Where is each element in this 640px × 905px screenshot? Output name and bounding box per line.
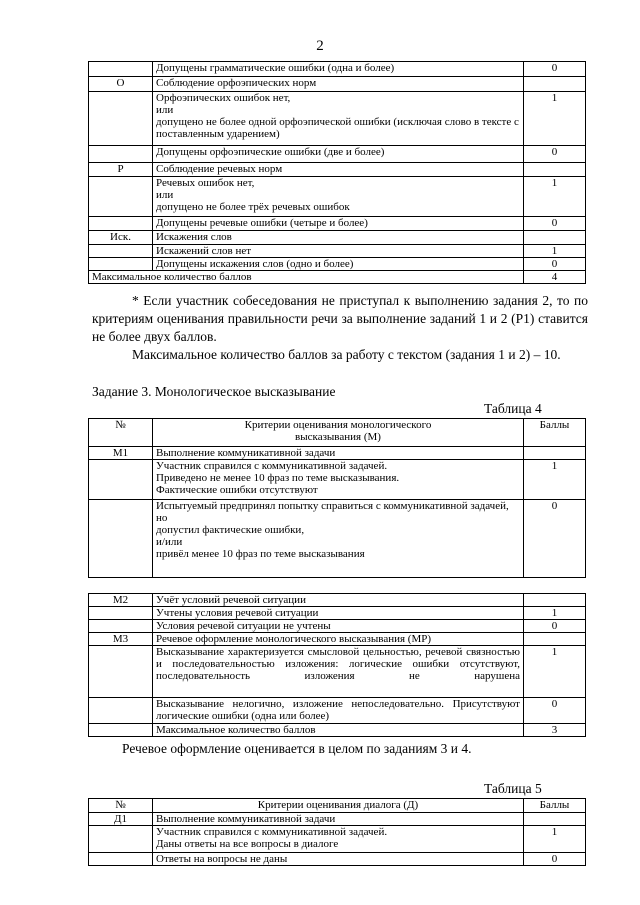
table-4 [88, 418, 586, 578]
criterion-code [89, 724, 153, 737]
table-row [89, 447, 586, 460]
criterion-code [89, 646, 153, 698]
table-row [89, 633, 586, 646]
criterion-code [89, 217, 153, 231]
table-4-continued [88, 593, 586, 737]
criterion-score [524, 594, 586, 607]
criterion-text: Орфоэпических ошибок нет, или допущено не более одной орфоэпической ошибки (исключая слово в тексте с поставленным ударением) [153, 92, 524, 146]
table-row [89, 146, 586, 163]
criterion-code [89, 460, 153, 500]
criterion-score: 0 [524, 258, 586, 271]
table-header-row [89, 799, 586, 813]
criterion-score: 0 [524, 500, 586, 578]
table-row [89, 594, 586, 607]
total-label: Максимальное количество баллов [153, 724, 524, 737]
criterion-score: 1 [524, 92, 586, 146]
criterion-code [89, 620, 153, 633]
total-score: 3 [524, 724, 586, 737]
table-row [89, 853, 586, 866]
criterion-code [89, 146, 153, 163]
total-score: 4 [524, 271, 586, 284]
criterion-score [524, 447, 586, 460]
criterion-text: Соблюдение речевых норм [153, 163, 524, 177]
criterion-text: Участник справился с коммуникативной задачей. Даны ответы на все вопросы в диалоге [153, 826, 524, 853]
criterion-score: 1 [524, 826, 586, 853]
criterion-text: Допущены орфоэпические ошибки (две и более) [153, 146, 524, 163]
criterion-text: Условия речевой ситуации не учтены [153, 620, 524, 633]
table-top [88, 61, 586, 284]
criterion-text: Выполнение коммуникативной задачи [153, 813, 524, 826]
criterion-code [89, 853, 153, 866]
table-row [89, 163, 586, 177]
table-row [89, 813, 586, 826]
criterion-text: Высказывание нелогично, изложение непоследовательно. Присутствуют логические ошибки (одна или более) [153, 698, 524, 724]
criterion-code [89, 500, 153, 578]
criterion-text: Испытуемый предпринял попытку справиться с коммуникативной задачей, но допустил фактические ошибки, и/или привёл менее 10 фраз по теме высказывания [153, 500, 524, 578]
table-row [89, 231, 586, 245]
criterion-score [524, 813, 586, 826]
table-row [89, 77, 586, 92]
criterion-score: 1 [524, 177, 586, 217]
criterion-score: 0 [524, 853, 586, 866]
header-points: Баллы [524, 799, 586, 813]
criterion-score: 1 [524, 460, 586, 500]
criterion-score: 1 [524, 245, 586, 258]
header-number: № [89, 419, 153, 447]
task3-title: Задание 3. Монологическое высказывание [92, 384, 336, 399]
table4-caption: Таблица 4 [484, 401, 542, 416]
table-row [89, 460, 586, 500]
criterion-code: Р [89, 163, 153, 177]
criterion-text: Допущены искажения слов (одно и более) [153, 258, 524, 271]
criterion-score [524, 231, 586, 245]
criterion-score: 0 [524, 217, 586, 231]
criterion-code: Д1 [89, 813, 153, 826]
table-row [89, 826, 586, 853]
criterion-code [89, 826, 153, 853]
criterion-text: Учёт условий речевой ситуации [153, 594, 524, 607]
table-header-row [89, 419, 586, 447]
criterion-code: Иск. [89, 231, 153, 245]
criterion-code [89, 62, 153, 77]
criterion-score: 1 [524, 607, 586, 620]
table-row [89, 245, 586, 258]
table5-caption: Таблица 5 [484, 781, 542, 796]
criterion-text: Соблюдение орфоэпических норм [153, 77, 524, 92]
criterion-code [89, 607, 153, 620]
total-row [89, 724, 586, 737]
criterion-text: Высказывание характеризуется смысловой цельностью, речевой связностью и последовательностью изложения: логические ошибки отсутствуют, последовательность изложения не нарушена [153, 646, 524, 698]
table-row [89, 607, 586, 620]
header-criteria: Критерии оценивания диалога (Д) [153, 799, 524, 813]
criterion-code: О [89, 77, 153, 92]
header-criteria: Критерии оценивания монологического высказывания (М) [153, 419, 524, 447]
criterion-code [89, 698, 153, 724]
criterion-score: 0 [524, 698, 586, 724]
criterion-score [524, 77, 586, 92]
table-row [89, 92, 586, 146]
table-row [89, 217, 586, 231]
criterion-text: Речевых ошибок нет, или допущено не более трёх речевых ошибок [153, 177, 524, 217]
page-number: 2 [316, 38, 324, 54]
criterion-code [89, 245, 153, 258]
criterion-text: Искажения слов [153, 231, 524, 245]
speech-note: Речевое оформление оценивается в целом по заданиям 3 и 4. [122, 741, 472, 756]
criterion-code: М2 [89, 594, 153, 607]
criterion-text: Выполнение коммуникативной задачи [153, 447, 524, 460]
criterion-text: Искажений слов нет [153, 245, 524, 258]
criterion-score [524, 633, 586, 646]
criterion-score: 1 [524, 646, 586, 698]
table-row [89, 620, 586, 633]
criterion-score: 0 [524, 620, 586, 633]
criterion-code [89, 258, 153, 271]
header-points: Баллы [524, 419, 586, 447]
criterion-text: Учтены условия речевой ситуации [153, 607, 524, 620]
table-row [89, 646, 586, 698]
criterion-score: 0 [524, 62, 586, 77]
criterion-text: Ответы на вопросы не даны [153, 853, 524, 866]
table-5 [88, 798, 586, 866]
criterion-code [89, 92, 153, 146]
criterion-text: Допущены речевые ошибки (четыре и более) [153, 217, 524, 231]
note-paragraph: * Если участник собеседования не приступал к выполнению задания 2, то по критериям оценивания правильности речи за выполнение заданий 1 и 2 (Р1) ставится не более двух баллов. [92, 293, 588, 344]
table-row [89, 698, 586, 724]
criterion-code: М1 [89, 447, 153, 460]
table-row [89, 258, 586, 271]
total-row [89, 271, 586, 284]
table-row [89, 62, 586, 77]
criterion-text: Участник справился с коммуникативной задачей. Приведено не менее 10 фраз по теме высказывания. Фактические ошибки отсутствуют [153, 460, 524, 500]
criterion-text: Допущены грамматические ошибки (одна и более) [153, 62, 524, 77]
table-row [89, 177, 586, 217]
header-number: № [89, 799, 153, 813]
criterion-score: 0 [524, 146, 586, 163]
criterion-text: Речевое оформление монологического высказывания (МР) [153, 633, 524, 646]
criterion-score [524, 163, 586, 177]
total-label: Максимальное количество баллов [89, 271, 524, 284]
table-row [89, 500, 586, 578]
criterion-code: М3 [89, 633, 153, 646]
max-points-paragraph: Максимальное количество баллов за работу с текстом (задания 1 и 2) – 10. [132, 347, 561, 362]
criterion-code [89, 177, 153, 217]
